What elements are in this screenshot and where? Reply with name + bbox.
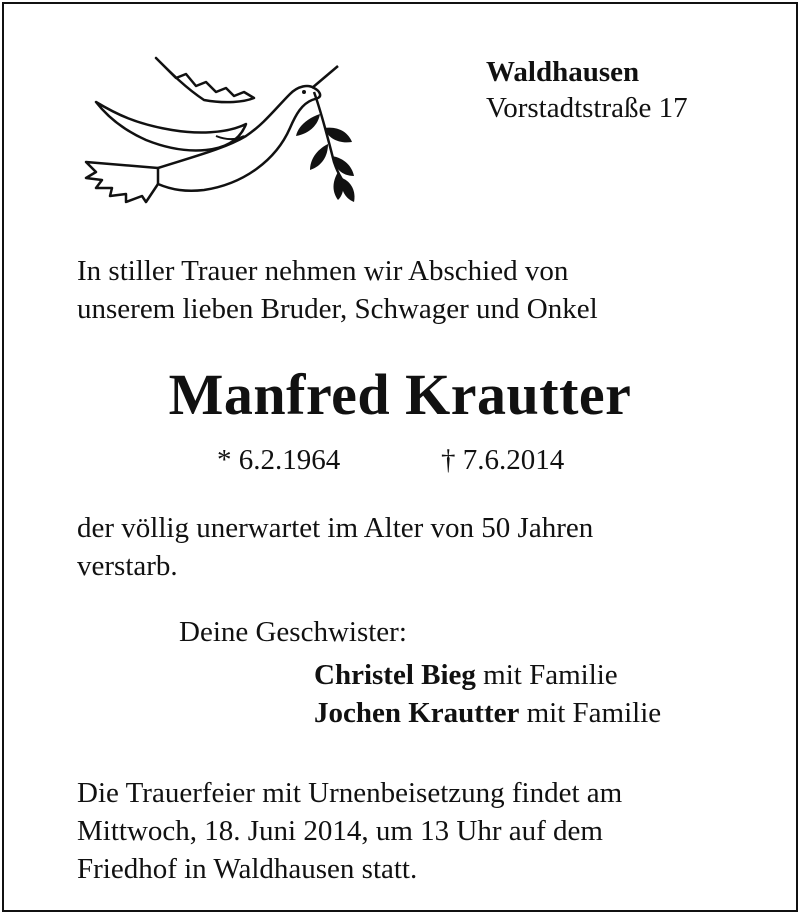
address-place: Waldhausen: [486, 56, 640, 88]
address-street: Vorstadtstraße 17: [486, 92, 688, 124]
signoff: Deine Geschwister:: [179, 616, 407, 648]
address-block: [486, 54, 688, 126]
death-date: † 7.6.2014: [441, 444, 565, 476]
family-list: [314, 656, 661, 732]
dove-with-olive-branch-icon: [76, 44, 366, 219]
family-member-suffix: mit Familie: [519, 697, 662, 729]
family-member-name: Jochen Krautter: [314, 697, 520, 729]
intro-line-2: unserem lieben Bruder, Schwager und Onkel: [77, 293, 598, 325]
ceremony-line-3: Friedhof in Waldhausen statt.: [77, 853, 418, 885]
family-member: [314, 656, 661, 694]
family-member-suffix: mit Familie: [475, 659, 618, 691]
death-text-line-2: verstarb.: [77, 550, 178, 582]
ceremony-line-1: Die Trauerfeier mit Urnenbeisetzung findet am: [77, 777, 623, 809]
obituary-notice: [2, 2, 798, 912]
deceased-name: Manfred Krautter: [168, 362, 632, 427]
intro-line-1: In stiller Trauer nehmen wir Abschied von: [77, 255, 569, 287]
ceremony-info: [77, 774, 622, 888]
family-member: [314, 694, 661, 732]
ceremony-line-2: Mittwoch, 18. Juni 2014, um 13 Uhr auf dem: [77, 815, 603, 847]
birth-date: * 6.2.1964: [217, 444, 341, 476]
intro-text: [77, 252, 598, 328]
death-text: [77, 509, 593, 585]
family-member-name: Christel Bieg: [314, 659, 476, 691]
death-text-line-1: der völlig unerwartet im Alter von 50 Jahren: [77, 512, 594, 544]
